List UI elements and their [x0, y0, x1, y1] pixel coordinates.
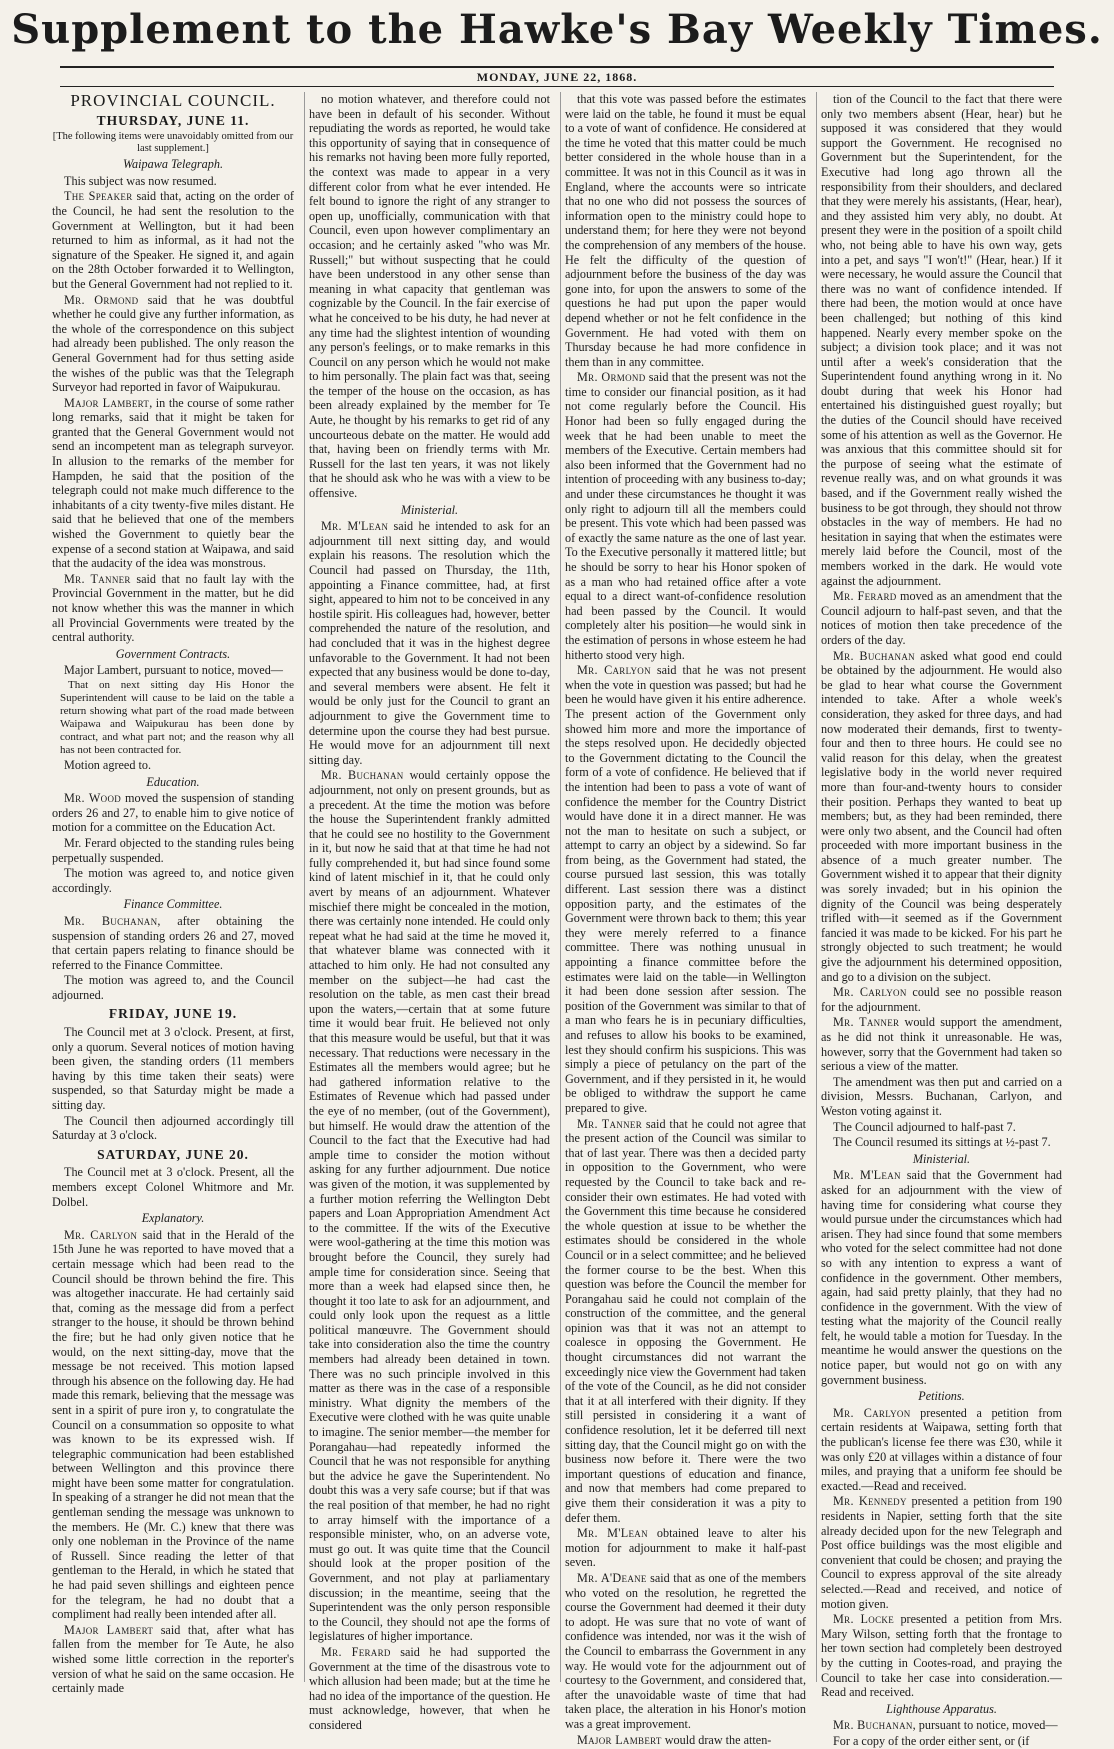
paragraph: tion of the Council to the fact that there were only two members absent (Hear, hear) but he supposed it was considered that they would support the Government. He recognised no Government but the Superintendent, for the Executive had long ago thrown all the responsibility from their shoulders, and declared that they were merely his assistants, (Hear, hear), and they assisted him very ably, no doubt. At present they were in the position of a spoilt child who, not being able to have his own way, gets into a pet, and says "I won't!" (Hear, hear.) If it were necessary, he would assure the Council that there was no want of confidence intended. If there had been, the motion would at once have been challenged; but nothing of this kind happened. Nearly every member spoke on the subject; a division took place; and it was not until after a week's consideration that the Superintendent found anything wrong in it. No doubt during that week his Honor had entertained his distinguished guest royally; but the duties of the Council should have received some of his attention as well as the Governor. He was anxious that this committee should sit for the purpose of seeing what the estimate of revenue really was, and on what grounds it was based, and if the Government really wished the business to be got through, they should not throw obstacles in the way of members. He had no hesitation in saying that when the estimates were merely laid before the Council, most of the members worked in the dark. He would vote against the adjournment.	[821, 92, 1062, 588]
paragraph	[52, 1623, 294, 1696]
dateline: MONDAY, JUNE 22, 1868.	[60, 66, 1054, 87]
paragraph-text: said that no fault lay with the Provincial Government in the matter, but he did not know whether this was the manner in which all Provincial Governments were treated by the central authority.	[52, 571, 294, 645]
subheading: Ministerial.	[912, 1151, 971, 1166]
subheading: Petitions.	[918, 1389, 965, 1404]
paragraph-text: would support the amendment, as he did not think it unreasonable. He was, however, sorry that the Government had taken so serious a view of the matter.	[821, 1015, 1062, 1074]
paragraph: The Council met at 3 o'clock. Present, all the members except Colonel Whitmore and Mr. Dolbel.	[52, 1165, 294, 1209]
subheading: Government Contracts.	[115, 646, 231, 661]
paragraph	[52, 572, 294, 645]
paragraph	[52, 189, 294, 291]
paragraph-text: presented a petition from Mrs. Mary Wilson, setting forth that the frontage to her town section had completely been destroyed by the cutting in Cootes-road, and praying the Council to take her case into consideration.—Read and received.	[821, 1612, 1063, 1700]
paragraph	[309, 768, 550, 1644]
paragraph	[565, 1733, 806, 1748]
article-columns	[48, 91, 1066, 1748]
paragraph	[821, 1612, 1062, 1700]
speaker-name: Mr. Kennedy	[833, 1494, 907, 1509]
paragraph: that this vote was passed before the estimates were laid on the table, he found it must be equal to a vote of want of confidence. He considered at the time he voted that this matter could be much better considered in the whole house than in a committee. It was not in this Council as it was in England, where the accounts were so intricate that no one who did not possess the sources of information open to the ministry could hope to understand them; for here they were not beyond the comprehension of any members of the house. He felt the difficulty of the question of adjournment before the business of the day was gone into, for upon the answers to some of the questions he had put upon the paper would depend whether or not he felt confidence in the Government. He had voted with them on Thursday because he had more confidence in them than in any committee.	[565, 92, 806, 369]
subheading: Ministerial.	[400, 502, 459, 517]
paragraph	[821, 985, 1062, 1014]
paragraph	[565, 663, 806, 1115]
speaker-name: Mr. Buchanan	[64, 913, 158, 928]
speaker-name: Mr. Buchanan	[321, 768, 404, 783]
paragraph-text: said he had supported the Government at the time of the disastrous vote to which allusion had been made; but at the time he had no idea of the importance of the question. He must acknowledge, however, that when he considered	[309, 1644, 551, 1732]
paragraph	[565, 370, 806, 662]
paragraph-text: presented a petition from certain residents at Waipawa, setting forth that the publican's license fee there was £30, while it was only £20 at villages within a distance of four miles, and praying that a uniform fee should be exacted.—Read and received.	[821, 1405, 1062, 1493]
paragraph	[821, 1406, 1062, 1494]
paragraph	[309, 519, 550, 767]
paragraph	[52, 396, 294, 571]
paragraph	[821, 1494, 1062, 1611]
subheading: Explanatory.	[141, 1211, 205, 1226]
paragraph: The amendment was then put and carried on a division, Messrs. Buchanan, Carlyon, and Weston voting against it.	[821, 1074, 1062, 1118]
paragraph	[52, 791, 294, 835]
subheading: Lighthouse Apparatus.	[886, 1701, 997, 1716]
column-4	[816, 92, 1066, 1748]
column-3	[560, 92, 810, 1747]
paragraph-text: said that he could not agree that the present action of the Council was similar to that of last year. There was then a decided party in opposition to the Government, who were requested by the Council to take back and re-consider their own estimates. He had voted with the Government this time because he considered the whole question at issue to be whether the estimates should be considered in the whole Council or in a select committee; and he believed the former course to be the best. When this question was before the Council the member for Porangahau said he could not complain of the construction of the committee, and the general opinion was that it was not an attempt to coalesce in opposing the Government. He thought circumstances did not warrant the exceedingly nice view the Government had taken of the vote of the Council, as he did not consider that it at all interfered with their dignity. If they still persisted in considering it a want of confidence resolution, let it be deferred till next sitting day, that the Council might go on with the business now before it. There were the two important questions of education and finance, and now that members had come prepared to give them their consideration it was a pity to defer them.	[565, 1116, 806, 1525]
speaker-name: Mr. M'Lean	[321, 519, 389, 534]
paragraph-text: presented a petition from 190 residents in Napier, setting forth that the site already decided upon for the new Telegraph and Post office buildings was the most eligible and convenient that could be chosen; and praying the Council to express approval of the site already selected.—Read and received, and notice of motion given.	[821, 1494, 1062, 1611]
paragraph	[821, 1015, 1062, 1073]
paragraph-text: would certainly oppose the adjournment, not only on present grounds, but as a precedent. At the time the motion was before the house the Superintendent frankly admitted that he could see no hostility to the Government in it, but now he said that at that time he had not fully comprehended it, but had since found some kind of latent mischief in it, that he could only avert by means of an adjournment. Whatever mischief there might be concealed in the motion, there was certainly none intended. He could only repeat what he had said at the time he moved it, that whatever blame was connected with it attached to him only. He had not consulted any member on the subject—he had cast the resolution on the table, as men cast their bread upon the waters,—certain that at some future time it would bear fruit. He believed not only that this measure would be useful, but that it was necessary. That reductions were necessary in the Estimates all the members would agree; but he had gathered information relative to the Estimates of Revenue which had passed under the eye of no member, (out of the Government), but himself. He would draw the attention of the Council to the fact that the Executive had had ample time to consider the motion without asking for any further adjournment. Due notice was given of the motion, it was supplemented by a further motion referring the Wellington Debt papers and Loan Appropriation Amendment Act to the committee. If the wits of the Executive were wool-gathering at the time this motion was brought before the Council, they surely had ample time for consideration since. Seeing that more than a week had elapsed since then, he thought it too late to ask for an adjournment, and could only look upon the request as a little political manœuvre. The Government should take into consideration also the time the country members had already been detained in town. There was no such principle involved in this matter as there was in the case of a responsible ministry. What dignity the members of the Executive were clothed with he was quite unable to imagine. The senior member—the member for Porangahau—had repeatedly informed the Council that he was not responsible for anything but the advice he gave the Superintendent. No doubt this was a very safe course; but if that was the real position of that member, he had no right to array himself with the importance of a responsible minister, who, on an adverse vote, must go out. It was quite time that the Council should look at the proper position of the Government, and not play at parliamentary discussion; in the meantime, seeing that the Superintendent was the only person responsible to the Council, they should not ape the forms of legislatures of higher importance.	[309, 768, 550, 1644]
paragraph: The motion was agreed to, and notice given accordingly.	[52, 866, 294, 895]
paragraph-text: , in the course of some rather long remarks, said that it might be taken for granted that the General Government would not send an incompetent man as telegraph surveyor. In allusion to the remarks of the member for Hampden, he said that the position of the telegraph could not make much difference to the inhabitants of a city twenty-five miles distant. He said that he believed that one of the members wished the Government to quietly bear the expense of a second station at Waipawa, and said that the audacity of the idea was monstrous.	[52, 395, 294, 571]
paragraph-text: , after obtaining the suspension of standing orders 26 and 27, moved that certain papers relating to finance should be referred to the Finance Committee.	[52, 913, 294, 972]
subheading: Education.	[146, 774, 200, 789]
speaker-name: Mr. Buchanan	[833, 648, 915, 663]
paragraph-text: said that as one of the members who voted on the resolution, he regretted the course the Government had deemed it their duty to adopt. He was sure that no vote of want of confidence was intended, nor was it the wish of the Council to embarrass the Government in any way. He would vote for the adjournment out of courtesy to the Government, and considered that, after the unavoidable waste of time that had taken place, the alteration in his Honor's motion was a great improvement.	[565, 1570, 807, 1731]
paragraph	[565, 1117, 806, 1526]
speaker-name: Mr. M'Lean	[577, 1526, 648, 1541]
paragraph-text: moved the suspension of standing orders 26 and 27, to enable him to give notice of motion for a committee on the Education Act.	[52, 791, 294, 835]
paragraph	[821, 1718, 1062, 1733]
speaker-name: Mr. Carlyon	[833, 1405, 911, 1420]
paragraph-text: said that the Government had asked for an adjournment with the view of having time for considering what course they would pursue under the circumstances which had arisen. They had since found that some members who voted for the select committee had not done so with any intention to express a want of confidence in the government. Other members, again, had said pretty plainly, that they had no confidence in the government. With the view of testing what the majority of the Council really felt, he would table a motion for Tuesday. In the meantime he would answer the questions on the notice paper, but would not go on with any government business.	[821, 1168, 1062, 1387]
speaker-name: Mr. Tanner	[577, 1116, 643, 1131]
paragraph	[565, 1526, 806, 1570]
motion-text: That on next sitting day His Honor the Superintendent will cause to be laid on the table a return showing what part of the road made between Waipawa and Waipukurau has been done by contract, and what part not; and the reason why all has not been contracted for.	[60, 678, 294, 756]
paragraph-text: could see no possible reason for the adjournment.	[821, 985, 1062, 1014]
paragraph	[52, 293, 294, 395]
paragraph-text: said that he was not present when the vote in question was passed; but had he been he would have given it his entire adherence. The present action of the Government only showed him more and more the importance of the steps resolved upon. He decidedly objected to the Government dictating to the Council the form of a vote of confidence. He believed that if the intention had been to pass a vote of want of confidence the member for the Country District would have done it in a direct manner. He was not the man to hesitate on such a subject, or attempt to carry an object by a sidewind. So far from being, as the Government had stated, the course pursued last session, this was totally different. Last session there was a distinct opposition party, and the estimates of the Government were thrown back to them; this year they were merely referred to a finance committee. There was nothing unusual in appointing a finance committee before the estimates were laid on the table—in Wellington it had been done session after session. The position of the Government was similar to that of a man who fears he is in pecuniary difficulties, and refuses to allow his books to be examined, lest they should confirm his suspicions. This was simply a piece of petulancy on the part of the Government, and if they persisted in it, he would be obliged to withdraw the support he came prepared to give.	[565, 663, 806, 1115]
paragraph-text: said that he was doubtful whether he could give any further information, as the whole of the correspondence on this subject had already been published. The only reason the General Government had for thus setting aside the wishes of the public was that the Telegraph Surveyor had reported in favor of Waipukurau.	[52, 292, 294, 395]
speaker-name: Mr. Tanner	[833, 1015, 900, 1030]
paragraph	[52, 914, 294, 972]
speaker-name: Mr. M'Lean	[833, 1168, 901, 1183]
speaker-name: Mr. Ferard	[833, 589, 897, 604]
paragraph	[821, 1168, 1062, 1387]
speaker-name: Major Lambert	[64, 395, 150, 410]
paragraph-text: obtained leave to alter his motion for adjournment to make it half-past seven.	[565, 1526, 806, 1570]
day-heading: SATURDAY, JUNE 20.	[97, 1146, 249, 1162]
subheading: Finance Committee.	[123, 897, 223, 912]
speaker-name: Mr. Ormond	[577, 370, 646, 385]
column-1	[48, 91, 298, 1696]
paragraph: no motion whatever, and therefore could not have been in default of his seconder. Without repudiating the words as reported, he would take this opportunity of saying that in consequence of his remarks not having been more fully reported, the context was made to appear in a very different color from what he ever intended. He felt bound to ignore the right of any stranger to open up, unofficially, communication with that Council, even upon however complimentary an occasion; and he certainly asked "who was Mr. Russell;" but without suspecting that he could have been understood in any other sense than meaning in what capacity that gentleman was cognizable by the Council. In the fair exercise of what he conceived to be his duty, he had never at any time had the slightest intention of wounding any person's feelings, or to make remarks in this Council on any person which he would not make to him personally. The plain fact was that, seeing the temper of the house on the occasion, as has been already explained by the member for Te Aute, he thought by his remarks to get rid of any uncourteous debate on the matter. He would add that, having been on friendly terms with Mr. Russell for the last ten years, it was not likely that he should ask who he was with a view to be offensive.	[309, 92, 550, 501]
speaker-name: Mr. Locke	[833, 1612, 894, 1627]
speaker-name: Mr. A'Deane	[577, 1570, 647, 1585]
paragraph-text: said that in the Herald of the 15th June he was reported to have moved that a certain message which had been read to the Council should be thrown behind the fire. This was altogether inaccurate. He had certainly said that, coming as the message did from a perfect stranger to the house, it should be thrown behind the fire; but he had only given notice that he would, on the next sitting-day, move that the message be not received. This motion lapsed through his absence on the following day. He had made this remark, believing that the message was sent in a spirit of pure iron y, to congratulate the Council on a consummation so opposite to what was known to be its expressed wish. If telegraphic communication had been established between Wellington and this province there might have been some matter for congratulation. In speaking of a stranger he did not mean that the gentleman sending the message was unknown to the members. He (Mr. C.) knew that there was only one nobleman in the Province of the name of Russell. Since reading the letter of that gentleman to the Herald, in which he stated that he had paid seven shillings and eighteen pence for the telegram, he had no doubt that a compliment had really been intended after all.	[52, 1227, 294, 1622]
paragraph	[821, 589, 1062, 647]
paragraph	[309, 1645, 550, 1733]
paragraph-text: asked what good end could be obtained by the adjournment. He would also be glad to hear what course the Government intended to take. After a whole week's consideration, they asked for three days, and had now moderated their demands, first to twenty-four and then to three hours. He could see no valid reason for this delay, when the greatest legislative body in the world never required more than four-and-twenty hours to consider their position. Perhaps they wanted to beat up members; but, as they had been reminded, there were only two absent, and the Council had often proceeded with more important business in the absence of a much greater number. The Government wished it to appear that their dignity was sorely invaded; but in his opinion the dignity of the Council was being desperately trifled with—it seemed as if the Government fancied it was made to be kicked. For his part he strongly objected to such treatment; he would give the adjournment his determined opposition, and go to a division on the subject.	[821, 648, 1062, 984]
paragraph	[821, 649, 1062, 985]
paragraph: Major Lambert, pursuant to notice, moved—	[64, 663, 283, 678]
paragraph-text: said that, after what has fallen from the member for Te Aute, he also wished some little correction in the reporter's version of what he said on the same occasion. He certainly made	[52, 1622, 294, 1696]
section-heading: PROVINCIAL COUNCIL.	[70, 91, 276, 110]
speaker-name: Mr. Wood	[64, 791, 122, 806]
paragraph: This subject was now resumed.	[64, 173, 217, 188]
paragraph: For a copy of the order either sent, or (if	[833, 1733, 1030, 1748]
paragraph: The Council met at 3 o'clock. Present, at first, only a quorum. Several notices of motion having been given, the standing orders (11 members having by this time taken their seats) were suspended, so that Saturday might be made a sitting day.	[52, 1025, 294, 1113]
paragraph: The motion was agreed to, and the Council adjourned.	[52, 973, 294, 1002]
speaker-name: Mr. Tanner	[64, 571, 131, 586]
editorial-note: [The following items were unavoidably omitted from our last supplement.]	[52, 131, 294, 155]
paragraph: The Council resumed its sittings at ½-past 7.	[833, 1135, 1051, 1150]
column-2	[304, 92, 554, 1732]
speaker-name: Mr. Carlyon	[577, 663, 651, 678]
paragraph-text: said that the present was not the time to consider our financial position, as it had not come regularly before the Council. His Honor had been so fully engaged during the week that he had been unable to meet the members of the Executive. Certain members had also been informed that the Government had no intention of proceeding with any business to-day; and under these circumstances he thought it was only right to adjourn till all the members could be present. This vote which had been passed was of exactly the same nature as the one of last year. To the Executive personally it mattered little; but he should be sorry to hear his Honor spoken of as a man who had retained office after a vote equal to a direct want-of-confidence resolution had been passed by the Council. It would completely alter his position—he would sink in the estimation of persons in whose esteem he had hitherto stood very high.	[565, 370, 806, 662]
speaker-name: Major Lambert	[577, 1732, 662, 1747]
speaker-name: Mr. Carlyon	[64, 1227, 138, 1242]
paragraph-text: said that, acting on the order of the Council, he had sent the resolution to the Government at Wellington, but it had been returned to him as informal, as it had not the signature of the Speaker. He signed it, and again on the 28th October forwarded it to Wellington, but the General Government had not replied to it.	[52, 189, 294, 291]
paragraph: The Council adjourned to half-past 7.	[833, 1119, 1016, 1134]
paragraph-text: moved as an amendment that the Council adjourn to half-past seven, and that the notices of motion then take precedence of the orders of the day.	[821, 589, 1062, 647]
newspaper-title: Supplement to the Hawke's Bay Weekly Times.	[11, 6, 1103, 53]
paragraph-text: , pursuant to notice, moved—	[912, 1718, 1058, 1733]
day-heading: FRIDAY, JUNE 19.	[108, 1006, 238, 1022]
paragraph-text: would draw the atten-	[661, 1732, 772, 1747]
speaker-name: Mr. Ferard	[321, 1644, 391, 1659]
speaker-name: The Speaker	[64, 189, 133, 204]
paragraph: Motion agreed to.	[64, 757, 151, 772]
paragraph	[565, 1571, 806, 1732]
masthead	[0, 0, 1114, 62]
day-heading: THURSDAY, JUNE 11.	[96, 112, 250, 128]
subheading: Waipawa Telegraph.	[123, 157, 223, 172]
paragraph: Mr. Ferard objected to the standing rules being perpetually suspended.	[52, 835, 294, 865]
speaker-name: Mr. Buchanan	[833, 1718, 913, 1733]
paragraph-text: said he intended to ask for an adjournment till next sitting day, and would explain his reasons. The resolution which the Council had passed on Thursday, the 11th, appointing a Finance committee, had, at first sight, appeared to him not to be conceived in any hostile spirit. His colleagues had, however, better comprehended the nature of the resolution, and had concluded that it was in the highest degree unfavorable to the Government. It had not been expected that any business would be done to-day, and several members were absent. He felt it would be only just for the Council to grant an adjournment to give the Government time to determine upon the course they had best pursue. He would move for an adjournment till next sitting day.	[309, 519, 550, 767]
speaker-name: Major Lambert	[64, 1622, 154, 1637]
paragraph: The Council then adjourned accordingly till Saturday at 3 o'clock.	[52, 1113, 294, 1143]
paragraph	[52, 1228, 294, 1622]
speaker-name: Mr. Ormond	[64, 292, 139, 307]
speaker-name: Mr. Carlyon	[833, 985, 907, 1000]
